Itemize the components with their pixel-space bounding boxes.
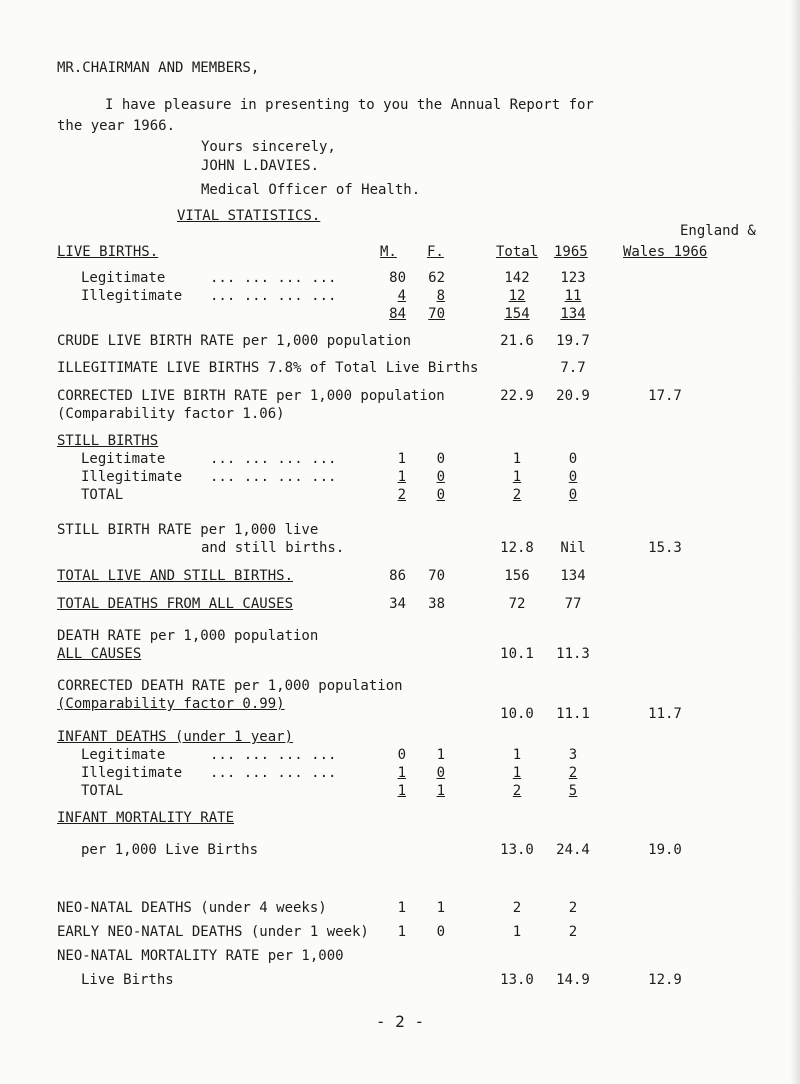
still-legit-f: 0 [436, 451, 445, 467]
leader-dots: ... ... ... ... [210, 270, 337, 286]
corrected-death-rate-label-1: CORRECTED DEATH RATE per 1,000 population [57, 678, 403, 694]
still-total-total: 2 [512, 487, 522, 503]
still-total-m: 2 [397, 487, 406, 503]
leader-dots: ... ... ... ... [210, 451, 337, 467]
crude-birth-rate-total: 21.6 [500, 333, 534, 349]
infant-illegit-1965: 2 [568, 765, 578, 781]
still-birth-rate-total: 12.8 [500, 540, 534, 556]
infant-legit-f: 1 [436, 747, 445, 763]
death-rate-1965: 11.3 [556, 646, 590, 662]
header-f: F. [427, 244, 444, 260]
infant-legit-m: 0 [397, 747, 406, 763]
intro-line-2: the year 1966. [57, 118, 176, 134]
intro-line-1: I have pleasure in presenting to you the Annual Report for [105, 97, 594, 113]
total-deaths-m: 34 [389, 596, 406, 612]
total-deaths-total: 72 [508, 596, 526, 612]
neo-natal-rate-1965: 14.9 [556, 972, 590, 988]
corrected-birth-rate-total: 22.9 [500, 388, 534, 404]
still-births-label: STILL BIRTHS [57, 433, 159, 449]
leader-dots: ... ... ... ... [210, 288, 337, 304]
neo-natal-rate-label-1: NEO-NATAL MORTALITY RATE per 1,000 [57, 948, 344, 964]
infant-total-m: 1 [397, 783, 406, 799]
header-1965: 1965 [554, 244, 588, 260]
closing: Yours sincerely, [201, 139, 336, 155]
still-illegit-label: Illegitimate [81, 469, 183, 485]
early-neo-natal-1965: 2 [568, 924, 578, 940]
live-legit-label: Legitimate [81, 270, 166, 286]
salutation: MR.CHAIRMAN AND MEMBERS, [57, 60, 260, 76]
infant-illegit-label: Illegitimate [81, 765, 183, 781]
live-illegit-label: Illegitimate [81, 288, 183, 304]
infant-legit-total: 1 [512, 747, 522, 763]
corrected-death-rate-1965: 11.1 [556, 706, 590, 722]
still-legit-total: 1 [512, 451, 522, 467]
total-deaths-f: 38 [428, 596, 445, 612]
live-legit-total: 142 [504, 270, 530, 286]
live-legit-m: 80 [389, 270, 406, 286]
neo-natal-1965: 2 [568, 900, 578, 916]
illegit-births-label: ILLEGITIMATE LIVE BIRTHS 7.8% of Total Live Births [57, 360, 479, 376]
live-still-total: 156 [504, 568, 530, 584]
infant-legit-1965: 3 [568, 747, 578, 763]
still-birth-rate-label-2: and still births. [201, 540, 345, 556]
section-title: VITAL STATISTICS. [177, 208, 321, 224]
neo-natal-rate-ew: 12.9 [648, 972, 682, 988]
corrected-birth-rate-label: CORRECTED LIVE BIRTH RATE per 1,000 population [57, 388, 445, 404]
live-illegit-m: 4 [397, 288, 406, 304]
still-legit-1965: 0 [568, 451, 578, 467]
still-illegit-1965: 0 [568, 469, 578, 485]
neo-natal-total: 2 [512, 900, 522, 916]
still-total-1965: 0 [568, 487, 578, 503]
neo-natal-rate-label-2: Live Births [81, 972, 174, 988]
infant-illegit-m: 1 [397, 765, 406, 781]
page-number: - 2 - [375, 1012, 425, 1031]
still-legit-m: 1 [397, 451, 406, 467]
corrected-death-rate-ew: 11.7 [648, 706, 682, 722]
still-illegit-total: 1 [512, 469, 522, 485]
infant-total-1965: 5 [568, 783, 578, 799]
live-illegit-total: 12 [508, 288, 526, 304]
still-illegit-f: 0 [436, 469, 445, 485]
live-total-f: 70 [428, 306, 445, 322]
live-still-f: 70 [428, 568, 445, 584]
still-legit-label: Legitimate [81, 451, 166, 467]
header-total: Total [496, 244, 539, 260]
corrected-death-rate-label-2: (Comparability factor 0.99) [57, 696, 285, 712]
live-still-1965: 134 [560, 568, 586, 584]
illegit-births-1965: 7.7 [560, 360, 586, 376]
still-birth-rate-label-1: STILL BIRTH RATE per 1,000 live [57, 522, 319, 538]
leader-dots: ... ... ... ... [210, 469, 337, 485]
live-still-m: 86 [389, 568, 406, 584]
neo-natal-m: 1 [397, 900, 406, 916]
infant-mortality-label-1: INFANT MORTALITY RATE [57, 810, 235, 826]
infant-illegit-f: 0 [436, 765, 445, 781]
page-edge-shadow [790, 0, 800, 1084]
neo-natal-label: NEO-NATAL DEATHS (under 4 weeks) [57, 900, 327, 916]
death-rate-total: 10.1 [500, 646, 534, 662]
infant-deaths-label: INFANT DEATHS (under 1 year) [57, 729, 294, 745]
header-m: M. [380, 244, 397, 260]
death-rate-label-2: ALL CAUSES [57, 646, 142, 662]
header-live-births: LIVE BIRTHS. [57, 244, 159, 260]
corrected-birth-rate-ew: 17.7 [648, 388, 682, 404]
infant-illegit-total: 1 [512, 765, 522, 781]
crude-birth-rate-label: CRUDE LIVE BIRTH RATE per 1,000 population [57, 333, 412, 349]
early-neo-natal-f: 0 [436, 924, 445, 940]
infant-mortality-label-2: per 1,000 Live Births [81, 842, 259, 858]
total-deaths-1965: 77 [564, 596, 582, 612]
live-legit-1965: 123 [560, 270, 586, 286]
live-total-total: 154 [504, 306, 530, 322]
early-neo-natal-label: EARLY NEO-NATAL DEATHS (under 1 week) [57, 924, 369, 940]
signatory-title: Medical Officer of Health. [201, 182, 421, 198]
corrected-birth-rate-1965: 20.9 [556, 388, 590, 404]
leader-dots: ... ... ... ... [210, 747, 337, 763]
infant-total-label: TOTAL [81, 783, 124, 799]
live-legit-f: 62 [428, 270, 445, 286]
total-deaths-label: TOTAL DEATHS FROM ALL CAUSES [57, 596, 294, 612]
corrected-birth-rate-sub: (Comparability factor 1.06) [57, 406, 285, 422]
live-illegit-1965: 11 [564, 288, 582, 304]
still-illegit-m: 1 [397, 469, 406, 485]
infant-legit-label: Legitimate [81, 747, 166, 763]
early-neo-natal-total: 1 [512, 924, 522, 940]
infant-mortality-total: 13.0 [500, 842, 534, 858]
live-total-m: 84 [389, 306, 406, 322]
still-total-f: 0 [436, 487, 445, 503]
header-england-1: England & [680, 223, 756, 239]
neo-natal-rate-total: 13.0 [500, 972, 534, 988]
leader-dots: ... ... ... ... [210, 765, 337, 781]
header-england-2: Wales 1966 [623, 244, 708, 260]
infant-mortality-1965: 24.4 [556, 842, 590, 858]
neo-natal-f: 1 [436, 900, 445, 916]
still-birth-rate-ew: 15.3 [648, 540, 682, 556]
infant-total-total: 2 [512, 783, 522, 799]
live-illegit-f: 8 [436, 288, 445, 304]
infant-mortality-ew: 19.0 [648, 842, 682, 858]
still-birth-rate-1965: Nil [560, 540, 586, 556]
crude-birth-rate-1965: 19.7 [556, 333, 590, 349]
live-still-label: TOTAL LIVE AND STILL BIRTHS. [57, 568, 294, 584]
early-neo-natal-m: 1 [397, 924, 406, 940]
still-total-label: TOTAL [81, 487, 124, 503]
corrected-death-rate-total: 10.0 [500, 706, 534, 722]
signatory: JOHN L.DAVIES. [201, 158, 320, 174]
infant-total-f: 1 [436, 783, 445, 799]
live-total-1965: 134 [560, 306, 586, 322]
death-rate-label-1: DEATH RATE per 1,000 population [57, 628, 319, 644]
